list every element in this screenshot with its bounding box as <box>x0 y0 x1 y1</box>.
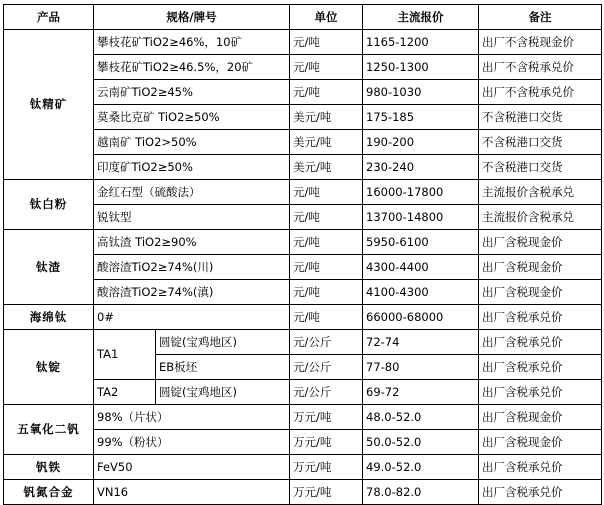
spec-cell: 酸溶渣TiO2≥74%(滇) <box>94 280 290 305</box>
price-cell: 16000-17800 <box>363 180 479 205</box>
price-cell: 230-240 <box>363 155 479 180</box>
price-cell: 66000-68000 <box>363 305 479 330</box>
table-row <box>4 280 602 305</box>
spec-cell: EB板坯 <box>156 355 290 380</box>
unit-cell: 元/吨 <box>290 80 363 105</box>
spec-cell: 圆锭(宝鸡地区) <box>156 330 290 355</box>
price-cell: 980-1030 <box>363 80 479 105</box>
table-body <box>4 30 602 505</box>
product-category-cell: 钒铁 <box>4 455 94 480</box>
table-row <box>4 430 602 455</box>
unit-cell: 万元/吨 <box>290 405 363 430</box>
header-remark: 备注 <box>479 5 602 30</box>
price-cell: 5950-6100 <box>363 230 479 255</box>
spec-cell: 莫桑比克矿 TiO2≥50% <box>94 105 290 130</box>
price-cell: 48.0-52.0 <box>363 405 479 430</box>
remark-cell: 出厂不含税承兑价 <box>479 55 602 80</box>
header-unit: 单位 <box>290 5 363 30</box>
spec-cell: 98%（片状） <box>94 405 290 430</box>
price-cell: 4300-4400 <box>363 255 479 280</box>
table-row <box>4 480 602 505</box>
table-row <box>4 305 602 330</box>
price-cell: 50.0-52.0 <box>363 430 479 455</box>
spec-cell: 云南矿TiO2≥45% <box>94 80 290 105</box>
remark-cell: 出厂含税承兑价 <box>479 305 602 330</box>
product-category-cell: 五氧化二钒 <box>4 405 94 455</box>
spec-cell: 金红石型（硫酸法） <box>94 180 290 205</box>
spec-cell: VN16 <box>94 480 290 505</box>
unit-cell: 元/吨 <box>290 230 363 255</box>
table-row <box>4 80 602 105</box>
unit-cell: 元/吨 <box>290 280 363 305</box>
table-row <box>4 405 602 430</box>
spec-cell: 高钛渣 TiO2≥90% <box>94 230 290 255</box>
remark-cell: 不含税港口交货 <box>479 130 602 155</box>
titanium-vanadium-price-table <box>3 4 602 505</box>
unit-cell: 万元/吨 <box>290 430 363 455</box>
table-row <box>4 105 602 130</box>
unit-cell: 万元/吨 <box>290 455 363 480</box>
unit-cell: 元/吨 <box>290 255 363 280</box>
unit-cell: 美元/吨 <box>290 105 363 130</box>
remark-cell: 出厂含税现金价 <box>479 430 602 455</box>
remark-cell: 出厂含税现金价 <box>479 230 602 255</box>
remark-cell: 主流报价含税承兑 <box>479 180 602 205</box>
table-row <box>4 455 602 480</box>
remark-cell: 出厂不含税承兑价 <box>479 80 602 105</box>
unit-cell: 万元/吨 <box>290 480 363 505</box>
table-row <box>4 55 602 80</box>
price-cell: 49.0-52.0 <box>363 455 479 480</box>
table-row <box>4 155 602 180</box>
header-row <box>4 5 602 30</box>
table-header <box>4 5 602 30</box>
unit-cell: 元/吨 <box>290 30 363 55</box>
table-row <box>4 230 602 255</box>
grade-cell: TA2 <box>94 380 156 405</box>
table-row <box>4 130 602 155</box>
remark-cell: 出厂含税承兑价 <box>479 355 602 380</box>
remark-cell: 出厂含税现金价 <box>479 255 602 280</box>
product-category-cell: 钒氮合金 <box>4 480 94 505</box>
remark-cell: 出厂含税承兑价 <box>479 380 602 405</box>
remark-cell: 不含税港口交货 <box>479 155 602 180</box>
remark-cell: 不含税港口交货 <box>479 105 602 130</box>
spec-cell: 越南矿 TiO2>50% <box>94 130 290 155</box>
unit-cell: 元/吨 <box>290 180 363 205</box>
product-category-cell: 海绵钛 <box>4 305 94 330</box>
price-cell: 175-185 <box>363 105 479 130</box>
unit-cell: 元/吨 <box>290 305 363 330</box>
product-category-cell: 钛精矿 <box>4 30 94 180</box>
header-spec: 规格/牌号 <box>94 5 290 30</box>
spec-cell: 攀枝花矿TiO2≥46.5%，20矿 <box>94 55 290 80</box>
product-category-cell: 钛渣 <box>4 230 94 305</box>
price-cell: 4100-4300 <box>363 280 479 305</box>
price-cell: 72-74 <box>363 330 479 355</box>
spec-cell: 0# <box>94 305 290 330</box>
remark-cell: 出厂含税承兑价 <box>479 330 602 355</box>
price-cell: 1250-1300 <box>363 55 479 80</box>
spec-cell: 99%（粉状） <box>94 430 290 455</box>
table-row <box>4 330 602 355</box>
unit-cell: 元/公斤 <box>290 380 363 405</box>
grade-cell: TA1 <box>94 330 156 380</box>
table-row <box>4 380 602 405</box>
unit-cell: 元/吨 <box>290 205 363 230</box>
price-cell: 78.0-82.0 <box>363 480 479 505</box>
unit-cell: 元/公斤 <box>290 355 363 380</box>
remark-cell: 出厂含税现金价 <box>479 280 602 305</box>
spec-cell: 印度矿TiO2≥50% <box>94 155 290 180</box>
remark-cell: 出厂含税现金价 <box>479 405 602 430</box>
spec-cell: 锐钛型 <box>94 205 290 230</box>
remark-cell: 出厂含税承兑价 <box>479 455 602 480</box>
price-cell: 1165-1200 <box>363 30 479 55</box>
spec-cell: FeV50 <box>94 455 290 480</box>
remark-cell: 出厂不含税现金价 <box>479 30 602 55</box>
remark-cell: 出厂含税承兑价 <box>479 480 602 505</box>
spec-cell: 酸溶渣TiO2≥74%(川) <box>94 255 290 280</box>
header-price: 主流报价 <box>363 5 479 30</box>
header-product: 产品 <box>4 5 94 30</box>
unit-cell: 美元/吨 <box>290 155 363 180</box>
table-row <box>4 30 602 55</box>
product-category-cell: 钛白粉 <box>4 180 94 230</box>
price-cell: 13700-14800 <box>363 205 479 230</box>
product-category-cell: 钛锭 <box>4 330 94 405</box>
remark-cell: 主流报价含税承兑 <box>479 205 602 230</box>
unit-cell: 元/吨 <box>290 55 363 80</box>
table-row <box>4 205 602 230</box>
price-cell: 77-80 <box>363 355 479 380</box>
table-row <box>4 255 602 280</box>
price-cell: 69-72 <box>363 380 479 405</box>
spec-cell: 攀枝花矿TiO2≥46%，10矿 <box>94 30 290 55</box>
price-cell: 190-200 <box>363 130 479 155</box>
table-row <box>4 180 602 205</box>
unit-cell: 美元/吨 <box>290 130 363 155</box>
unit-cell: 元/公斤 <box>290 330 363 355</box>
spec-cell: 圆锭(宝鸡地区) <box>156 380 290 405</box>
